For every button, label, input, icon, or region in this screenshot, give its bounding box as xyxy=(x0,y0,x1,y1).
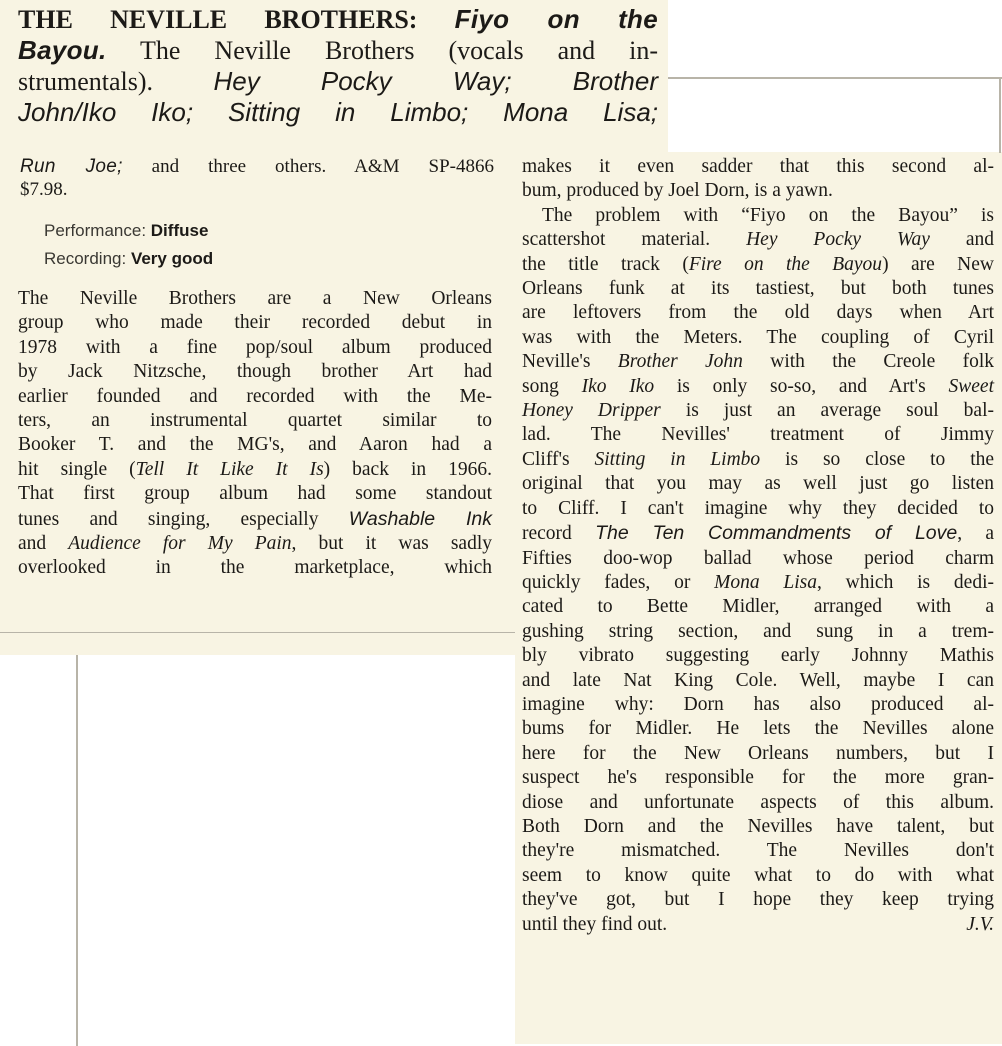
body-line: they're mismatched. The Nevilles don't xyxy=(522,840,994,862)
text-run: quickly fades, or xyxy=(522,571,691,593)
review-body-left xyxy=(18,287,492,581)
headline-line-2 xyxy=(18,35,658,66)
track-title: Run Joe; xyxy=(20,156,123,177)
ratings-block xyxy=(44,217,213,273)
text-run: tunes and singing, especially xyxy=(18,508,319,530)
performance-rating xyxy=(44,217,213,245)
body-line xyxy=(522,399,994,423)
headline-line-1 xyxy=(18,4,658,35)
artist-name: THE NEVILLE BROTHERS: xyxy=(18,5,418,34)
song-title: Hey Pocky Way xyxy=(746,229,930,251)
body-line xyxy=(18,507,492,532)
performance-label: Performance: xyxy=(44,221,147,240)
body-line xyxy=(522,228,994,252)
body-line: seem to know quite what to do with what xyxy=(522,864,994,886)
text-run: ) back in 1966. xyxy=(323,458,492,480)
body-line: here for the New Orleans numbers, but I xyxy=(522,742,994,764)
body-line: The problem with “Fiyo on the Bayou” is xyxy=(542,204,994,226)
song-title: Sitting in Limbo xyxy=(594,448,761,470)
credits-text-end: strumentals). xyxy=(18,67,154,96)
text-run: , a xyxy=(957,523,995,545)
text-run: Cliff's xyxy=(522,448,570,470)
price: $7.98. xyxy=(20,179,68,200)
body-line: suspect he's responsible for the more gran- xyxy=(522,767,994,789)
song-title: Sweet xyxy=(948,375,994,397)
body-line xyxy=(18,458,492,482)
top-right-rule xyxy=(668,77,1002,79)
song-title: Fire on the Bayou xyxy=(688,253,883,275)
recording-value: Very good xyxy=(130,249,214,268)
body-line: 1978 with a fine pop/soul album produced xyxy=(18,336,492,358)
text-run: is just an average soul bal- xyxy=(685,400,995,422)
release-info xyxy=(20,155,494,201)
mid-horizontal-rule xyxy=(0,632,515,633)
body-line: The Neville Brothers are a New Orleans xyxy=(18,288,492,309)
body-line: ters, an instrumental quartet similar to xyxy=(18,410,492,432)
album-title-end: Bayou. xyxy=(18,35,107,65)
body-line xyxy=(522,253,994,277)
credits-text: The Neville Brothers (vocals and in- xyxy=(140,36,658,65)
body-line xyxy=(522,521,994,546)
text-run: Neville's xyxy=(522,351,591,373)
recording-rating xyxy=(44,245,213,273)
review-headline xyxy=(18,4,658,128)
reviewer-signature: J.V. xyxy=(966,913,994,935)
text-run: the title track ( xyxy=(522,253,689,275)
catalog-info: and three others. A&M SP-4866 xyxy=(151,156,494,177)
body-line: imagine why: Dorn has also produced al- xyxy=(522,693,994,715)
body-line: makes it even sadder that this second al- xyxy=(522,156,994,177)
body-line: are leftovers from the old days when Art xyxy=(522,302,994,324)
body-line: lad. The Nevilles' treatment of Jimmy xyxy=(522,424,994,446)
text-run: is only so-so, and Art's xyxy=(676,375,926,397)
body-line: bum, produced by Joel Dorn, is a yawn. xyxy=(522,180,833,202)
body-line xyxy=(522,571,994,595)
text-run: , which is dedi- xyxy=(817,571,994,593)
body-line: That first group album had some standout xyxy=(18,483,492,505)
review-body-right xyxy=(522,155,994,937)
body-line xyxy=(522,448,994,472)
song-title: Mona Lisa xyxy=(714,571,818,593)
body-line: diose and unfortunate aspects of this album. xyxy=(522,791,994,813)
closing-line xyxy=(522,913,994,937)
body-line: group who made their recorded debut in xyxy=(18,312,492,334)
performance-value: Diffuse xyxy=(150,221,209,240)
song-title: Iko Iko xyxy=(581,375,655,397)
text-run: record xyxy=(522,523,572,545)
right-edge-rule xyxy=(999,77,1001,153)
left-vertical-rule xyxy=(76,655,78,1046)
body-line: until they find out. xyxy=(522,913,668,935)
body-line: bums for Midler. He lets the Nevilles alone xyxy=(522,718,994,740)
text-run: and xyxy=(965,229,994,251)
song-title: Audience for My Pain xyxy=(68,533,292,555)
body-line xyxy=(18,532,492,556)
song-title: Brother John xyxy=(617,351,743,373)
text-run: and xyxy=(18,533,47,555)
body-line xyxy=(522,375,994,399)
body-line: overlooked in the marketplace, which xyxy=(18,557,492,579)
song-title: Tell It Like It Is xyxy=(135,458,324,480)
text-run: with the Creole folk xyxy=(770,351,994,373)
body-line: Orleans funk at its tastiest, but both tunes xyxy=(522,278,994,300)
body-line: bly vibrato suggesting early Johnny Mathis xyxy=(522,645,994,667)
release-line-1 xyxy=(20,155,494,178)
body-line: was with the Meters. The coupling of Cyril xyxy=(522,326,994,348)
text-run: song xyxy=(522,375,559,397)
headline-line-4 xyxy=(18,97,658,128)
body-line xyxy=(522,350,994,374)
text-run: is so close to the xyxy=(785,448,995,470)
body-line: original that you may as well just go listen xyxy=(522,473,994,495)
album-title-part: Fiyo on the xyxy=(454,4,658,34)
recording-label: Recording: xyxy=(44,249,127,268)
body-line: Booker T. and the MG's, and Aaron had a xyxy=(18,434,492,456)
track-list: Hey Pocky Way; Brother xyxy=(213,66,658,96)
body-line: Both Dorn and the Nevilles have talent, but xyxy=(522,815,994,837)
body-line: earlier founded and recorded with the Me- xyxy=(18,385,492,407)
body-line: cated to Bette Midler, arranged with a xyxy=(522,596,994,618)
song-title: Washable Ink xyxy=(348,507,493,530)
text-run: hit single ( xyxy=(18,458,136,480)
body-line: to Cliff. I can't imagine why they decided to xyxy=(522,497,994,519)
song-title: The Ten Commandments of Love xyxy=(595,522,958,545)
text-run: scattershot material. xyxy=(522,229,711,251)
headline-line-3 xyxy=(18,66,658,97)
body-line: gushing string section, and sung in a trem- xyxy=(522,620,994,642)
text-run: ) are New xyxy=(882,253,994,275)
body-line: and late Nat King Cole. Well, maybe I can xyxy=(522,669,994,691)
body-line: by Jack Nitzsche, though brother Art had xyxy=(18,361,492,383)
song-title: Honey Dripper xyxy=(522,400,661,422)
text-run: , but it was sadly xyxy=(291,533,493,555)
body-line: Fifties doo-wop ballad whose period charm xyxy=(522,547,994,569)
body-line: they've got, but I hope they keep trying xyxy=(522,889,994,911)
track-list-cont: John/Iko Iko; Sitting in Limbo; Mona Lisa; xyxy=(18,97,658,127)
